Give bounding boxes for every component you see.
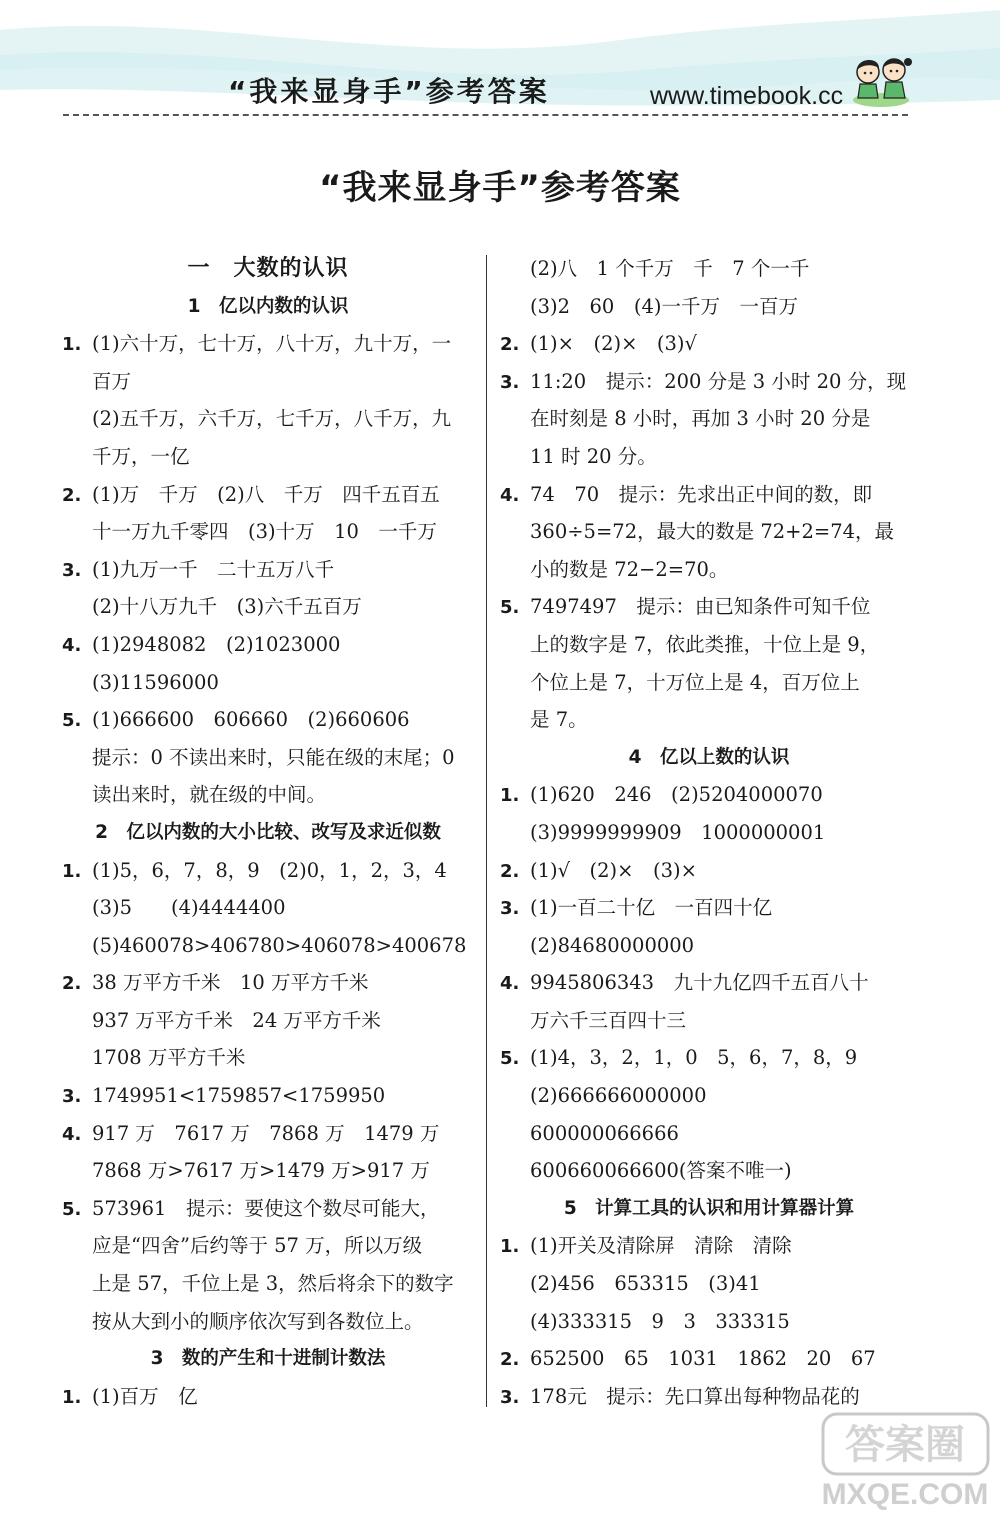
watermark-text: 答案圈: [845, 1422, 965, 1468]
item-number: 3.: [62, 559, 82, 581]
item-number: 5.: [500, 597, 520, 619]
answer-continuation: 十一万九千零四 (3)十万 10 一千万: [92, 520, 437, 544]
answer-item: [62, 701, 474, 739]
item-text: (1)万 千万 (2)八 千万 四千五百五: [92, 482, 440, 506]
answer-item: [500, 964, 918, 1002]
answer-item: [62, 1115, 474, 1153]
answer-item: [500, 1227, 918, 1265]
item-text: (1)4，3，2，1，0 5，6，7，8，9: [530, 1046, 858, 1070]
answer-item: [500, 776, 918, 814]
answer-item: [62, 626, 474, 664]
item-text: 11:20 提示：200 分是 3 小时 20 分，现: [530, 369, 907, 393]
watermark-url: MXQE.COM: [821, 1478, 989, 1511]
answer-continuation: 按从大到小的顺序依次写到各数位上。: [92, 1309, 424, 1333]
item-number: 2.: [62, 484, 82, 506]
answer-continuation: 万六千三百四十三: [530, 1008, 687, 1032]
item-number: 1.: [500, 785, 520, 807]
answer-continuation: 个位上是 7，十万位上是 4，百万位上: [530, 670, 860, 694]
answer-continuation: 600660066600(答案不唯一): [530, 1159, 792, 1183]
item-text: (1)× (2)× (3)√: [530, 332, 697, 356]
item-number: 3.: [500, 371, 520, 393]
item-number: 4.: [62, 634, 82, 656]
watermark-logo: [815, 1408, 995, 1512]
item-number: 1.: [62, 860, 82, 882]
answer-continuation: 1708 万平方千米: [92, 1046, 246, 1070]
answer-continuation: 是 7。: [530, 708, 588, 732]
section-heading: 一 大数的认识: [187, 256, 349, 281]
answer-continuation: (2)五千万，六千万，七千万，八千万，九: [92, 407, 452, 431]
item-text: 652500 65 1031 1862 20 67: [530, 1347, 876, 1371]
page-title: “我来显身手”参考答案: [319, 168, 681, 208]
answer-item: [500, 588, 918, 626]
answer-continuation: (3)9999999909 1000000001: [530, 820, 826, 844]
item-text: 38 万平方千米 10 万平方千米: [92, 971, 369, 995]
answer-item: [500, 325, 918, 363]
item-text: (1)620 246 (2)5204000070: [530, 783, 823, 807]
item-number: 2.: [500, 860, 520, 882]
column-divider: [486, 255, 487, 1407]
answer-continuation: 7868 万>7617 万>1479 万>917 万: [92, 1159, 430, 1183]
answer-continuation: 应是“四舍”后约等于 57 万，所以万级: [92, 1234, 423, 1258]
answer-item: [500, 889, 918, 927]
item-text: (1)√ (2)× (3)×: [530, 858, 697, 882]
answer-item: [62, 325, 474, 363]
header-url: www.timebook.cc: [650, 82, 844, 110]
item-number: 4.: [500, 973, 520, 995]
subsection-heading: 1 亿以内数的认识: [187, 295, 349, 317]
item-text: (1)开关及清除屏 清除 清除: [530, 1234, 792, 1258]
item-text: (1)百万 亿: [92, 1384, 198, 1408]
answer-continuation: 11 时 20 分。: [530, 444, 657, 468]
right-column: [500, 250, 918, 1415]
answer-continuation: (3)11596000: [92, 670, 219, 694]
answer-continuation: 千万，一亿: [92, 444, 190, 468]
item-number: 2.: [500, 334, 520, 356]
subsection-heading: 5 计算工具的认识和用计算器计算: [563, 1197, 855, 1219]
item-number: 3.: [500, 1386, 520, 1408]
item-number: 1.: [62, 334, 82, 356]
answer-continuation: 上的数字是 7，依此类推，十位上是 9，: [530, 632, 880, 656]
item-text: 74 70 提示：先求出正中间的数，即: [530, 482, 873, 506]
answer-item: [62, 551, 474, 589]
item-text: 9945806343 九十九亿四千五百八十: [530, 971, 869, 995]
item-text: (1)2948082 (2)1023000: [92, 632, 341, 656]
answer-continuation: 提示：0 不读出来时，只能在级的末尾；0: [92, 745, 455, 769]
answer-item: [62, 1077, 474, 1115]
item-text: 573961 提示：要使这个数尽可能大，: [92, 1196, 440, 1220]
answer-continuation: 小的数是 72−2=70。: [530, 557, 729, 581]
item-number: 3.: [500, 898, 520, 920]
answer-continuation: 600000066666: [530, 1121, 679, 1145]
answer-item: [62, 964, 474, 1002]
item-text: (1)一百二十亿 一百四十亿: [530, 896, 773, 920]
answer-continuation: (2)84680000000: [530, 933, 695, 957]
answer-item: [62, 1190, 474, 1228]
item-number: 2.: [500, 1349, 520, 1371]
subsection-heading: 3 数的产生和十进制计数法: [150, 1348, 386, 1370]
item-number: 5.: [500, 1048, 520, 1070]
answer-continuation: (5)460078>406780>406078>400678: [92, 933, 467, 957]
item-text: 178元 提示：先口算出每种物品花的: [530, 1384, 860, 1408]
item-number: 4.: [62, 1123, 82, 1145]
item-number: 3.: [62, 1086, 82, 1108]
item-number: 1.: [500, 1236, 520, 1258]
header-divider: [63, 114, 908, 116]
left-column: [62, 250, 474, 1415]
answer-continuation: (2)十八万九千 (3)六千五百万: [92, 595, 362, 619]
answer-continuation: (3)2 60 (4)一千万 一百万: [530, 294, 798, 318]
answer-continuation: (2)666666000000: [530, 1084, 707, 1108]
item-text: 1749951<1759857<1759950: [92, 1084, 386, 1108]
answer-continuation: 百万: [92, 369, 132, 393]
answer-item: [500, 852, 918, 890]
item-number: 5.: [62, 1198, 82, 1220]
item-text: 917 万 7617 万 7868 万 1479 万: [92, 1121, 440, 1145]
answer-continuation: (2)456 653315 (3)41: [530, 1272, 761, 1296]
subsection-heading: 4 亿以上数的认识: [628, 746, 790, 768]
answer-item: [500, 1039, 918, 1077]
answer-continuation: (3)5 (4)4444400: [92, 896, 286, 920]
item-text: (1)5，6，7，8，9 (2)0，1，2，3，4: [92, 858, 447, 882]
answer-item: [62, 852, 474, 890]
answer-continuation: (2)八 1 个千万 千 7 个一千: [530, 257, 810, 280]
answer-continuation: 在时刻是 8 小时，再加 3 小时 20 分是: [530, 407, 871, 431]
answer-continuation: 937 万平方千米 24 万平方千米: [92, 1008, 381, 1032]
item-number: 4.: [500, 484, 520, 506]
item-number: 1.: [62, 1386, 82, 1408]
answer-continuation: (4)333315 9 3 333315: [530, 1309, 790, 1333]
children-mascot-icon: [848, 44, 914, 110]
answer-item: [500, 1340, 918, 1378]
item-text: (1)九万一千 二十五万八千: [92, 557, 335, 581]
item-number: 2.: [62, 973, 82, 995]
item-number: 5.: [62, 710, 82, 732]
item-text: (1)666600 606660 (2)660606: [92, 708, 410, 732]
subsection-heading: 2 亿以内数的大小比较、改写及求近似数: [95, 821, 441, 843]
header-title: “我来显身手”参考答案: [228, 75, 550, 108]
answer-continuation: 360÷5=72，最大的数是 72+2=74，最: [530, 520, 895, 544]
answer-item: [500, 363, 918, 401]
answer-item: [62, 476, 474, 514]
item-text: (1)六十万，七十万，八十万，九十万，一: [92, 332, 452, 356]
answer-continuation: 读出来时，就在级的中间。: [92, 783, 327, 807]
item-text: 7497497 提示：由已知条件可知千位: [530, 595, 871, 619]
answer-item: [500, 476, 918, 514]
answer-continuation: 上是 57，千位上是 3，然后将余下的数字: [92, 1272, 454, 1296]
answer-item: [62, 1378, 474, 1416]
